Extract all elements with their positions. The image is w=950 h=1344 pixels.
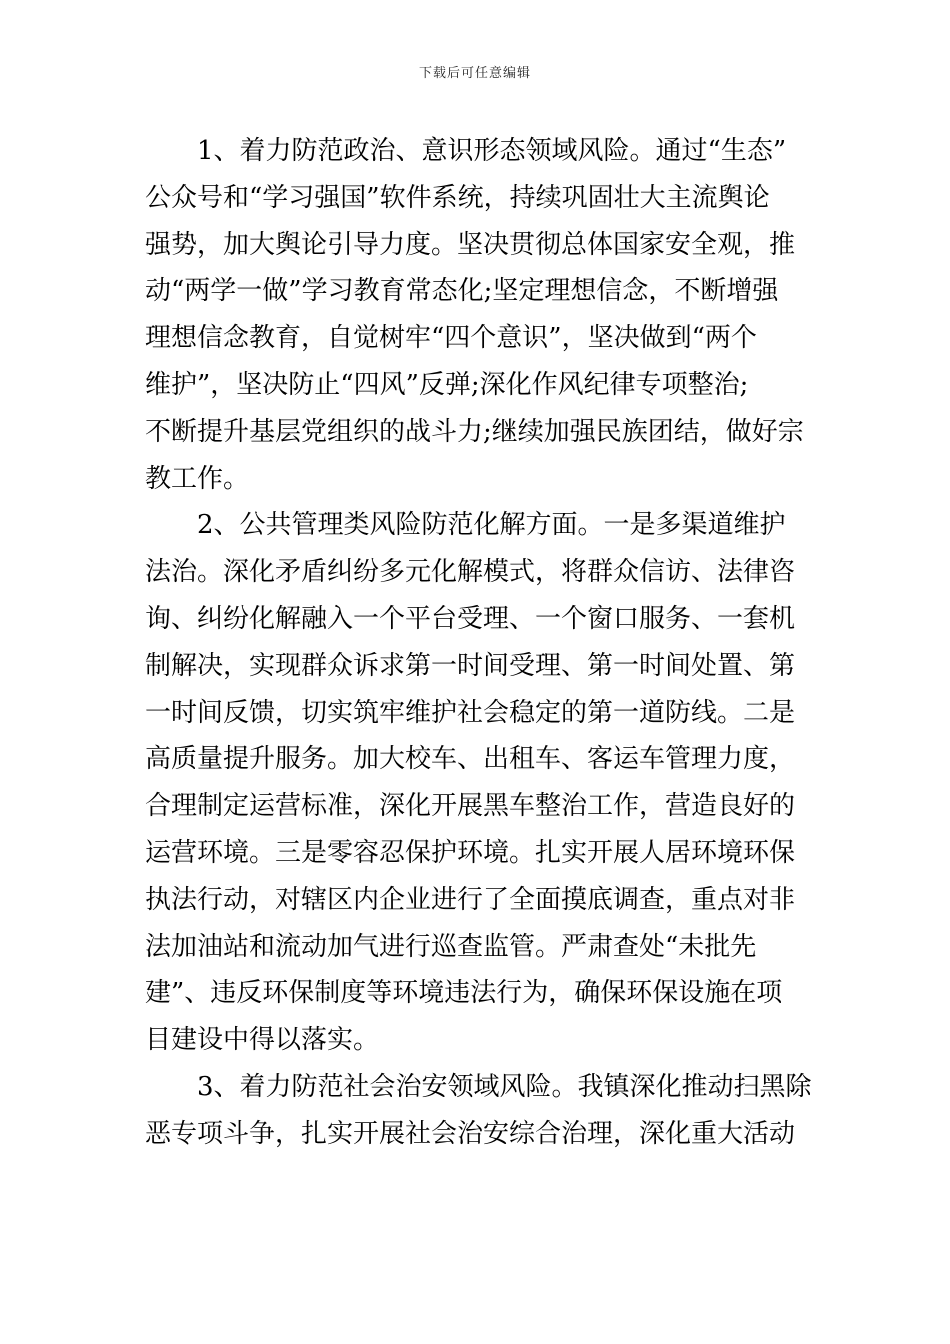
paragraph-line: 恶专项斗争，扎实开展社会治安综合治理，深化重大活动 (145, 1118, 796, 1149)
paragraph-line: 维护”，坚决防止“四风”反弹;深化作风纪律专项整治; (145, 369, 749, 400)
paragraph-line: 不断提升基层党组织的战斗力;继续加强民族团结，做好宗 (145, 416, 804, 447)
paragraph-line: 动“两学一做”学习教育常态化;坚定理想信念，不断增强 (145, 276, 779, 307)
paragraph-line: 法加油站和流动加气进行巡查监管。严肃查处“未批先 (145, 931, 757, 962)
paragraph-3 (145, 1064, 810, 1158)
paragraph-line: 理想信念教育，自觉树牢“四个意识”，坚决做到“两个 (145, 323, 757, 354)
paragraph-line: 教工作。 (145, 463, 250, 494)
paragraph-line: 制解决，实现群众诉求第一时间受理、第一时间处置、第 (145, 650, 796, 681)
document-body (145, 128, 810, 1158)
paragraph-line: 一时间反馈，切实筑牢维护社会稳定的第一道防线。二是 (145, 697, 796, 728)
paragraph-line: 2、公共管理类风险防范化解方面。一是多渠道维护 (197, 510, 786, 541)
paragraph-line: 询、纠纷化解融入一个平台受理、一个窗口服务、一套机 (145, 603, 796, 634)
page-header-note: 下载后可任意编辑 (418, 66, 531, 81)
paragraph-line: 高质量提升服务。加大校车、出租车、客运车管理力度， (145, 744, 796, 775)
paragraph-line: 公众号和“学习强国”软件系统，持续巩固壮大主流舆论 (145, 182, 770, 213)
paragraph-line: 目建设中得以落实。 (145, 1025, 380, 1056)
paragraph-line: 3、着力防范社会治安领域风险。我镇深化推动扫黑除 (197, 1071, 812, 1102)
paragraph-line: 强势，加大舆论引导力度。坚决贯彻总体国家安全观，推 (145, 229, 796, 260)
paragraph-line: 1、着力防范政治、意识形态领域风险。通过“生态” (197, 136, 787, 166)
paragraph-2 (145, 502, 810, 1064)
paragraph-line: 合理制定运营标准，深化开展黑车整治工作，营造良好的 (145, 791, 796, 822)
paragraph-line: 建”、违反环保制度等环境违法行为，确保环保设施在项 (145, 978, 783, 1009)
paragraph-1 (145, 128, 810, 502)
paragraph-line: 执法行动，对辖区内企业进行了全面摸底调查，重点对非 (145, 884, 796, 915)
paragraph-line: 法治。深化矛盾纠纷多元化解模式，将群众信访、法律咨 (145, 557, 796, 588)
paragraph-line: 运营环境。三是零容忍保护环境。扎实开展人居环境环保 (145, 837, 796, 868)
